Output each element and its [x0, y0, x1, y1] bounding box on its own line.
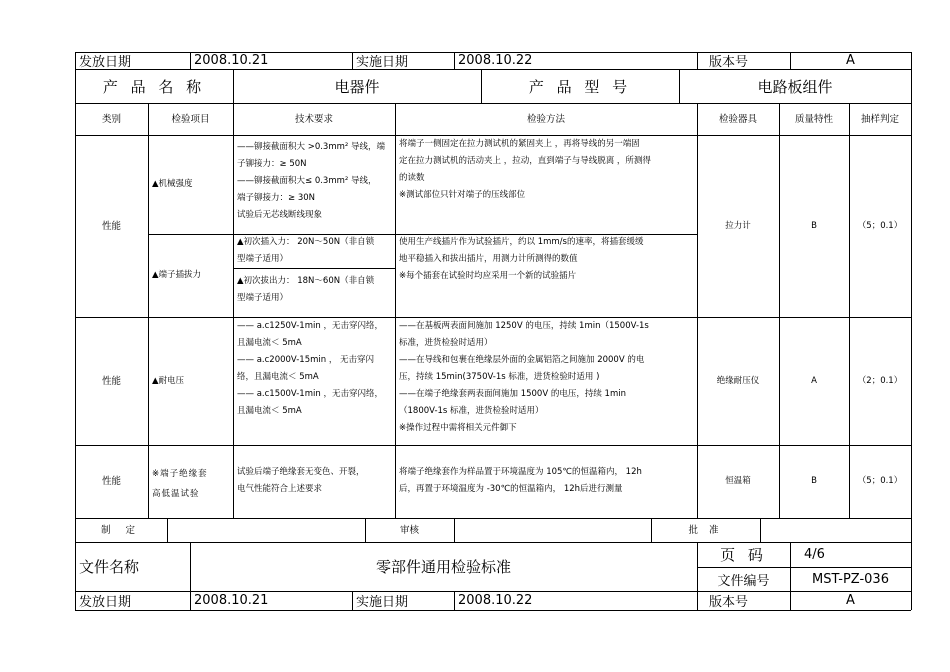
row1-quality: B — [811, 220, 817, 231]
footer-version-value: A — [846, 593, 855, 608]
col-method: 检验方法 — [526, 113, 565, 125]
doc-name-value: 零部件通用检验标准 — [375, 558, 511, 576]
prepared-label: 制 定 — [100, 524, 142, 536]
row1-requirement-mechanical: ——铆接截面积大 >0.3mm² 导线，端 子铆接力：≥ 50N ——铆接截面积大≤ 0.3mm² 导线， 端子铆接力：≥ 30N 试验后无芯线断线现象 — [237, 142, 386, 220]
row1-method-mechanical: 将端子一侧固定在拉力测试机的紧固夹上 ，再将导线的另一端固 定在拉力测试机的活动夹上 ，拉动，直到端子与导线脱离 ，所测得 的读数 ※测试部位只针对端子的压线部位 — [399, 139, 651, 200]
row1-sampling: （5；0.1） — [857, 220, 903, 231]
row1-category: 性能 — [101, 220, 121, 232]
row2-item: ▲耐电压 — [152, 375, 185, 386]
effective-date-value: 2008.10.22 — [458, 53, 533, 68]
product-model-value: 电路板组件 — [757, 77, 833, 96]
row3-category: 性能 — [101, 476, 121, 487]
col-requirement: 技术要求 — [294, 113, 333, 125]
col-instrument: 检验器具 — [718, 113, 757, 125]
footer-issue-date-label: 发放日期 — [79, 595, 132, 610]
product-name-label: 产 品 名 称 — [102, 77, 206, 96]
col-category: 类别 — [101, 113, 121, 125]
doc-no-value: MST-PZ-036 — [812, 571, 889, 587]
row3-sampling: （5；0.1） — [857, 476, 903, 486]
row3-instrument: 恒温箱 — [725, 476, 751, 486]
col-item: 检验项目 — [171, 113, 210, 125]
product-model-label: 产 品 型 号 — [528, 77, 632, 96]
row1-requirement-extraction: ▲初次拔出力： 18N～60N（非自锁 型端子适用） — [237, 276, 375, 303]
page-label: 页 码 — [720, 546, 767, 564]
row1-item-insertion: ▲端子插拔力 — [152, 270, 202, 280]
row3-requirement: 试验后端子绝缘套无变色、开裂， 电气性能符合上述要求 — [237, 467, 365, 494]
row1-instrument: 拉力计 — [725, 220, 751, 231]
row2-sampling: （2；0.1） — [857, 375, 903, 386]
product-name-value: 电器件 — [334, 77, 380, 96]
row2-category: 性能 — [101, 375, 121, 387]
row2-requirement: —— a.c1250V-1min ，无击穿闪络， 且漏电流＜ 5mA —— a.c2000V-15min ， 无击穿闪 络，且漏电流＜ 5mA —— a.c1500V-1min ，无击穿闪络， 且漏电流＜ 5mA — [237, 321, 383, 416]
effective-date-label: 实施日期 — [356, 55, 409, 70]
doc-name-label: 文件名称 — [79, 558, 140, 576]
issue-date-label: 发放日期 — [79, 55, 132, 70]
doc-no-label: 文件编号 — [717, 573, 770, 589]
row1-method-insertion: 使用生产线插片作为试验插片，约以 1mm/s的速率，将插套缓缓 地平稳插入和拔出插片，用测力计所测得的数值 ※每个插套在试验时均应采用一个新的试验插片 — [399, 237, 644, 281]
page-value: 4/6 — [804, 547, 825, 562]
row3-quality: B — [811, 476, 817, 486]
row2-instrument: 绝缘耐压仪 — [716, 375, 760, 386]
row3-method: 将端子绝缘套作为样品置于环境温度为 105℃的恒温箱内， 12h 后，再置于环境温度为 -30℃的恒温箱内， 12h后进行测量 — [399, 467, 642, 494]
footer-effective-date-label: 实施日期 — [356, 595, 409, 610]
approved-label: 批 准 — [688, 524, 723, 536]
version-value: A — [846, 53, 855, 68]
reviewed-label: 审核 — [399, 524, 419, 536]
row1-requirement-insertion: ▲初次插入力： 20N～50N（非自锁 型端子适用） — [237, 237, 375, 264]
footer-version-label: 版本号 — [709, 595, 749, 610]
row3-item: ※端子绝缘套 高低温试验 — [152, 469, 208, 499]
version-label: 版本号 — [709, 55, 749, 70]
row2-quality: A — [811, 375, 817, 386]
footer-issue-date-value: 2008.10.21 — [194, 593, 269, 608]
col-sampling: 抽样判定 — [860, 113, 899, 125]
footer-effective-date-value: 2008.10.22 — [458, 593, 533, 608]
col-quality: 质量特性 — [794, 113, 833, 125]
row2-method: ——在基板两表面间施加 1250V 的电压，持续 1min（1500V-1s 标准，进货检验时适用） ——在导线和包裹在绝缘层外面的金属铝箔之间施加 2000V 的电 压，持续 15min(3750V-1s 标准，进货检验时适用 ) ——在端子绝缘套两表面间施加 1500V 的电压，持续 1min （1800V-1s 标准，进货检验时适用） ※操作过程中需将相关元件御下 — [399, 321, 649, 433]
row1-item-mechanical: ▲机械强度 — [152, 179, 193, 189]
issue-date-value: 2008.10.21 — [194, 53, 269, 68]
